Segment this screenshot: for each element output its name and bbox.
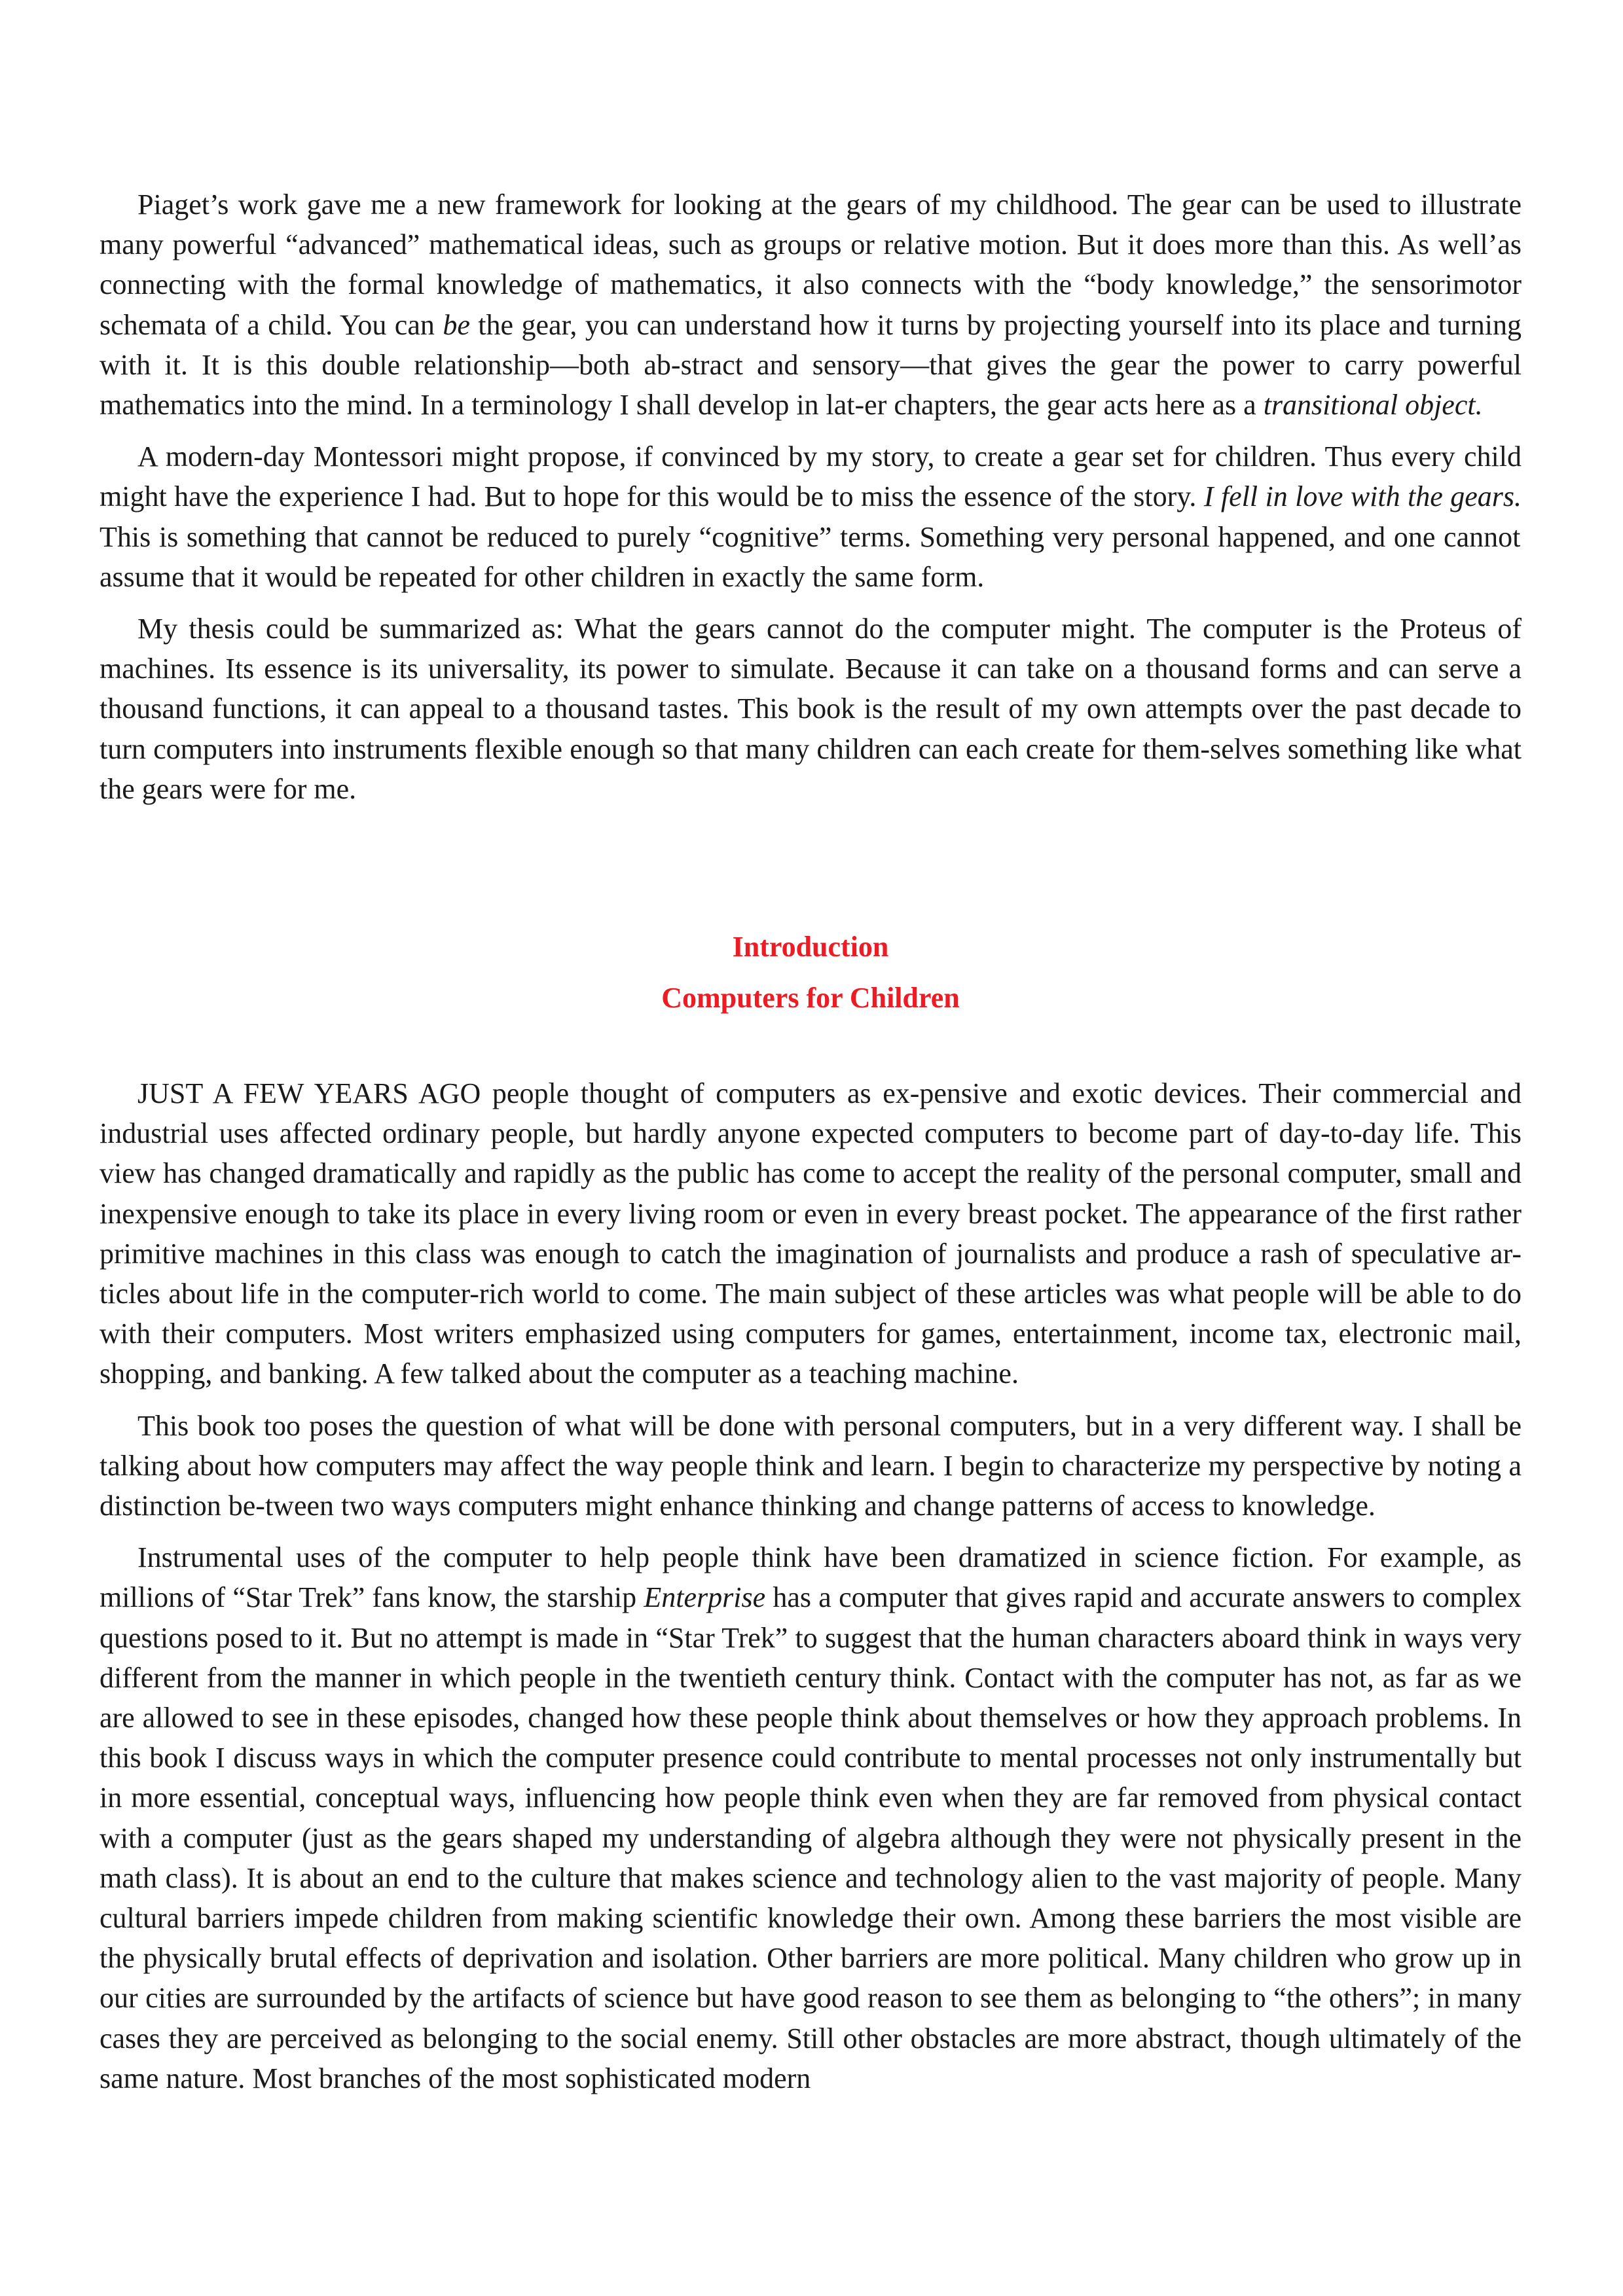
paragraph-text: Piaget’s work gave me a new framework for looking at the gears of my childhood. The gear can be used to illustrate many powerful “advanced” mathematical ideas, such as groups or relative motion. But it does more than this. As well’as connecting with the formal knowledge of mathematics, it also connects with the “body knowledge,” the sensorimotor schemata of a child. You can — [100, 188, 1522, 341]
paragraph-instrumental-uses — [100, 1537, 1522, 2098]
italic-text: be — [443, 308, 470, 341]
chapter-heading — [100, 922, 1522, 1024]
italic-text: Enterprise — [644, 1581, 766, 1614]
introduction-text-block — [100, 1073, 1522, 2098]
paragraph-text: Instrumental uses of the computer to help people think have been dramatized in science fiction. For example, as millions of “Star Trek” fans know, the starship — [100, 1541, 1522, 1614]
paragraph-personal-computers: This book too poses the question of what will be done with personal computers, but in a very different way. I shall be talking about how computers may affect the way people think and learn. I begin to characterize my perspective by noting a distinction be-tween two ways computers might enhance thinking and change patterns of access to knowledge. — [100, 1409, 1522, 1522]
chapter-title: Computers for Children — [661, 982, 960, 1014]
paragraph-piaget — [100, 185, 1522, 425]
paragraph-thesis: My thesis could be summarized as: What the gears cannot do the computer might. The computer is the Proteus of machines. Its essence is its universality, its power to simulate. Because it can take on a thousand forms and can serve a thousand functions, it can appeal to a thousand tastes. This book is the result of my own attempts over the past decade to turn computers into instruments flexible enough so that many children can each create for them-selves something like what the gears were for me. — [100, 613, 1522, 805]
paragraph-few-years-ago: JUST A FEW YEARS AGO people thought of computers as ex-pensive and exotic devices. Their commercial and industrial uses affected ordinary people, but hardly anyone expected computers to become part of day-to-day life. This view has changed dramatically and rapidly as the public has come to accept the reality of the personal computer, small and inexpensive enough to take its place in every living room or even in every breast pocket. The appearance of the first rather primitive machines in this class was enough to catch the imagination of journalists and produce a rash of speculative ar-ticles about life in the computer-rich world to come. The main subject of these articles was what people will be able to do with their computers. Most writers emphasized using computers for games, entertainment, income tax, electronic mail, shopping, and banking. A few talked about the computer as a teaching machine. — [100, 1077, 1522, 1390]
opening-text-block — [100, 185, 1522, 809]
paragraph-text: A modern-day Montessori might propose, if convinced by my story, to create a gear set for children. Thus every child might have the experience I had. But to hope for this would be to miss the essence of the story. — [100, 440, 1522, 513]
paragraph-montessori — [100, 437, 1522, 597]
paragraph-text: the gear, you can understand how it turns by projecting yourself into its place and turning with it. It is this double relationship—both ab-stract and sensory—that gives the gear the power to carry powerful mathematics into the mind. In a terminology I shall develop in lat-er chapters, the gear acts here as a — [100, 308, 1522, 422]
paragraph-text: has a computer that gives rapid and accurate answers to complex questions posed to it. But no attempt is made in “Star Trek” to suggest that the human characters aboard think in ways very different from the manner in which people in the twentieth century think. Contact with the computer has not, as far as we are allowed to see in these episodes, changed how these people think about themselves or how they approach problems. In this book I discuss ways in which the computer presence could contribute to mental processes not only instrumentally but in more essential, conceptual ways, influencing how people think even when they are far removed from physical contact with a computer (just as the gears shaped my understanding of algebra although they were not physically present in the math class). It is about an end to the culture that makes science and technology alien to the vast majority of people. Many cultural barriers impede children from making scientific knowledge their own. Among these barriers the most visible are the physically brutal effects of deprivation and isolation. Other barriers are more political. Many children who grow up in our cities are surrounded by the artifacts of science but have good reason to see them as belonging to “the others”; in many cases they are perceived as belonging to the social enemy. Still other obstacles are more abstract, though ultimately of the same nature. Most branches of the most sophisticated modern — [100, 1581, 1522, 2094]
paragraph-text: This is something that cannot be reduced to purely “cognitive” terms. Something very personal happened, and one cannot assume that it would be repeated for other children in exactly the same form. — [100, 520, 1521, 593]
italic-text: transitional object. — [1263, 389, 1483, 422]
italic-text: I fell in love with the gears. — [1203, 480, 1522, 513]
section-label: Introduction — [732, 931, 889, 963]
